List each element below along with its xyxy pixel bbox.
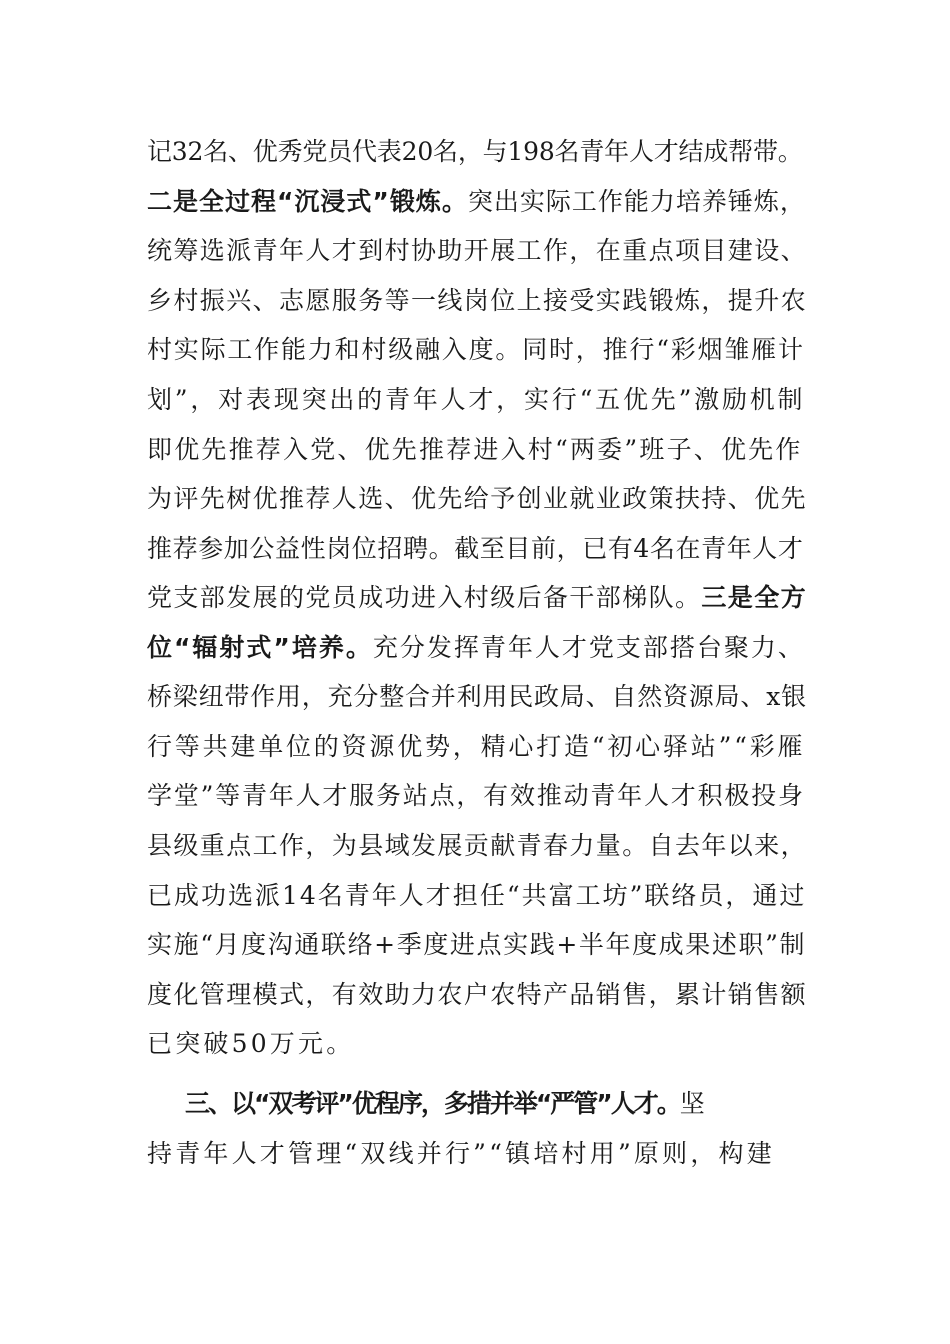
text-line [147,326,807,374]
text-run: 桥梁纽带作用，充分整合并利用民政局、自然资源局、x银 [147,682,807,711]
bold-run: 位“辐射式”培养。 [147,633,373,662]
text-line [147,921,807,969]
text-line [147,376,807,424]
text-line [147,525,807,573]
text-run: 实施“月度沟通联络+季度进点实践+半年度成果述职”制 [147,930,807,959]
text-line [147,673,807,721]
text-run: 坚 [679,1089,703,1118]
text-line [147,971,807,1019]
text-run: 乡村振兴、志愿服务等一线岗位上接受实践锻炼，提升农 [147,286,808,315]
text-run: 记32名、优秀党员代表20名，与198名青年人才结成帮带。 [147,137,803,166]
text-run: 已突破50万元。 [147,1029,355,1058]
text-line [147,624,807,672]
text-run: 即优先推荐入党、优先推荐进入村“两委”班子、优先作 [147,435,803,464]
text-line [147,872,807,920]
bold-run: 二是全过程“沉浸式”锻炼。 [147,187,468,216]
text-line [147,277,807,325]
text-run: 统筹选派青年人才到村协助开展工作，在重点项目建设、 [147,236,808,265]
text-run: 充分发挥青年人才党支部搭台聚力、 [372,633,805,662]
text-line [147,822,807,870]
text-run: 党支部发展的党员成功进入村级后备干部梯队。 [147,583,702,612]
text-line [147,574,807,622]
text-line [147,1020,807,1068]
text-line [147,178,807,226]
text-run: 学堂”等青年人才服务站点，有效推动青年人才积极投身 [147,781,805,810]
text-line [147,1130,807,1178]
bold-run: 三、以“双考评”优程序，多措并举“严管”人才。 [185,1089,680,1118]
text-run: 为评先树优推荐人选、优先给予创业就业政策扶持、优先 [147,484,808,513]
text-line [147,426,807,474]
text-line [147,128,807,176]
text-line [147,227,807,275]
text-line [147,475,807,523]
text-run: 行等共建单位的资源优势，精心打造“初心驿站”“彩雁 [147,732,806,761]
bold-run: 三是全方 [701,583,808,612]
text-line [147,772,807,820]
text-run: 推荐参加公益性岗位招聘。截至目前，已有4名在青年人才 [147,534,804,563]
text-run: 划”，对表现突出的青年人才，实行“五优先”激励机制 [147,385,806,414]
text-run: 度化管理模式，有效助力农户农特产品销售，累计销售额 [147,980,808,1009]
text-run: 已成功选派14名青年人才担任“共富工坊”联络员，通过 [147,881,807,910]
text-run: 村实际工作能力和村级融入度。同时，推行“彩烟雏雁计 [147,335,805,364]
text-line [185,1080,845,1128]
text-run: 县级重点工作，为县域发展贡献青春力量。自去年以来， [147,831,808,860]
text-run: 持青年人才管理“双线并行”“镇培村用”原则，构建 [147,1139,775,1168]
text-run: 突出实际工作能力培养锤炼， [467,187,806,216]
text-line [147,723,807,771]
